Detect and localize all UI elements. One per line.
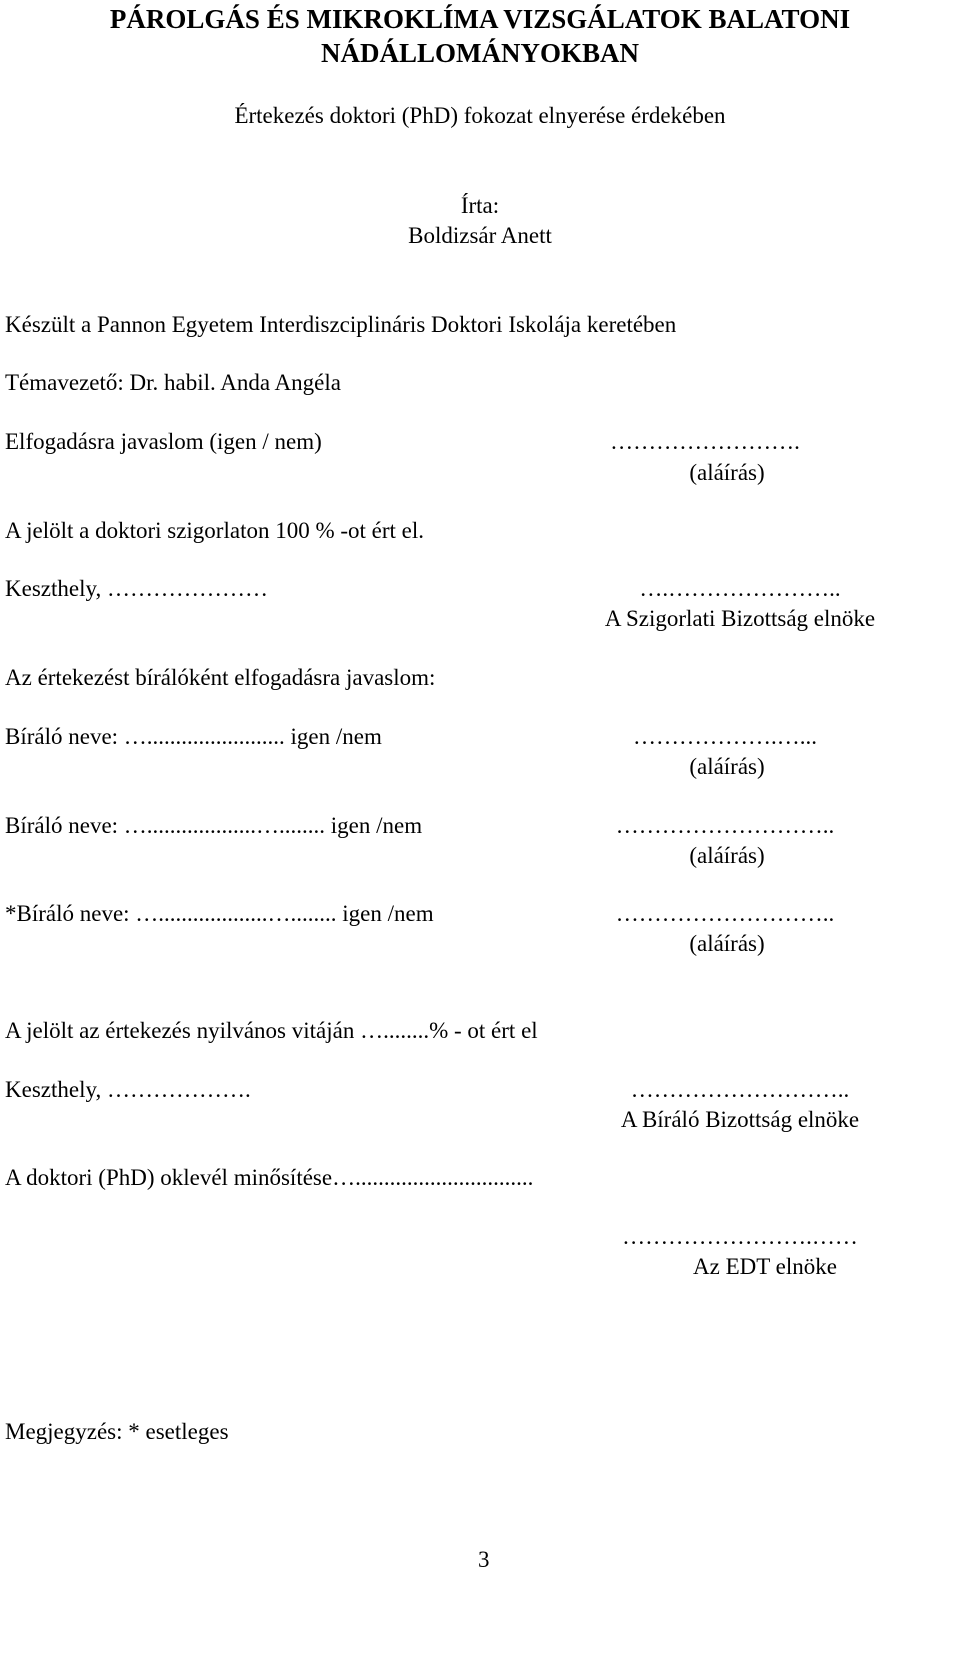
reviewer-3-line: *Bíráló neve: …...................…........ igen /nem (5, 901, 434, 926)
reviewer-1-signature-label: (aláírás) (689, 754, 765, 779)
reviewer-1-dots: ……………….…... (633, 724, 817, 749)
accept-signature-dots: ……………………. (610, 429, 800, 454)
diploma-line: A doktori (PhD) oklevél minősítése…............................... (5, 1165, 534, 1190)
reviewer-2-dots: ……………………….. (615, 813, 835, 838)
subtitle: Értekezés doktori (PhD) fokozat elnyerése érdekében (234, 103, 726, 128)
defense-line: A jelölt az értekezés nyilvános vitáján …........% - ot ért el (5, 1018, 538, 1043)
title-line-1: PÁROLGÁS ÉS MIKROKLÍMA VIZSGÁLATOK BALATONI (109, 4, 851, 34)
accept-signature-label: (aláírás) (689, 460, 765, 485)
review-chair-label: A Bíráló Bizottság elnöke (620, 1107, 860, 1132)
exam-line: A jelölt a doktori szigorlaton 100 % -ot ért el. (5, 518, 425, 543)
edt-chair-label: Az EDT elnöke (693, 1254, 837, 1279)
author-name: Boldizsár Anett (408, 223, 552, 248)
place-line-2: Keszthely, ………………. (5, 1077, 251, 1102)
reviewer-3-dots: ……………………….. (615, 901, 835, 926)
title-line-2: NÁDÁLLOMÁNYOKBAN (320, 38, 639, 68)
place-line-1: Keszthely, ………………… (5, 576, 268, 601)
school-line: Készült a Pannon Egyetem Interdiszciplináris Doktori Iskolája keretében (5, 312, 677, 337)
reviewer-3-signature-label: (aláírás) (689, 931, 765, 956)
note-line: Megjegyzés: * esetleges (5, 1419, 229, 1444)
exam-chair-label: A Szigorlati Bizottság elnöke (604, 606, 876, 631)
author-label: Írta: (460, 193, 500, 218)
review-chair-dots: ……………………….. (630, 1077, 850, 1102)
accept-line: Elfogadásra javaslom (igen / nem) (5, 429, 322, 454)
supervisor-line: Témavezető: Dr. habil. Anda Angéla (5, 370, 341, 395)
exam-chair-dots: ….………………….. (639, 576, 841, 601)
reviewer-2-signature-label: (aláírás) (689, 843, 765, 868)
edt-chair-dots: …………………….…… (622, 1224, 858, 1249)
reviewers-intro: Az értekezést bírálóként elfogadásra javaslom: (5, 665, 436, 690)
reviewer-1-line: Bíráló neve: …........................ igen /nem (5, 724, 382, 749)
page-number: 3 (478, 1547, 490, 1572)
reviewer-2-line: Bíráló neve: …...................…........ igen /nem (5, 813, 423, 838)
